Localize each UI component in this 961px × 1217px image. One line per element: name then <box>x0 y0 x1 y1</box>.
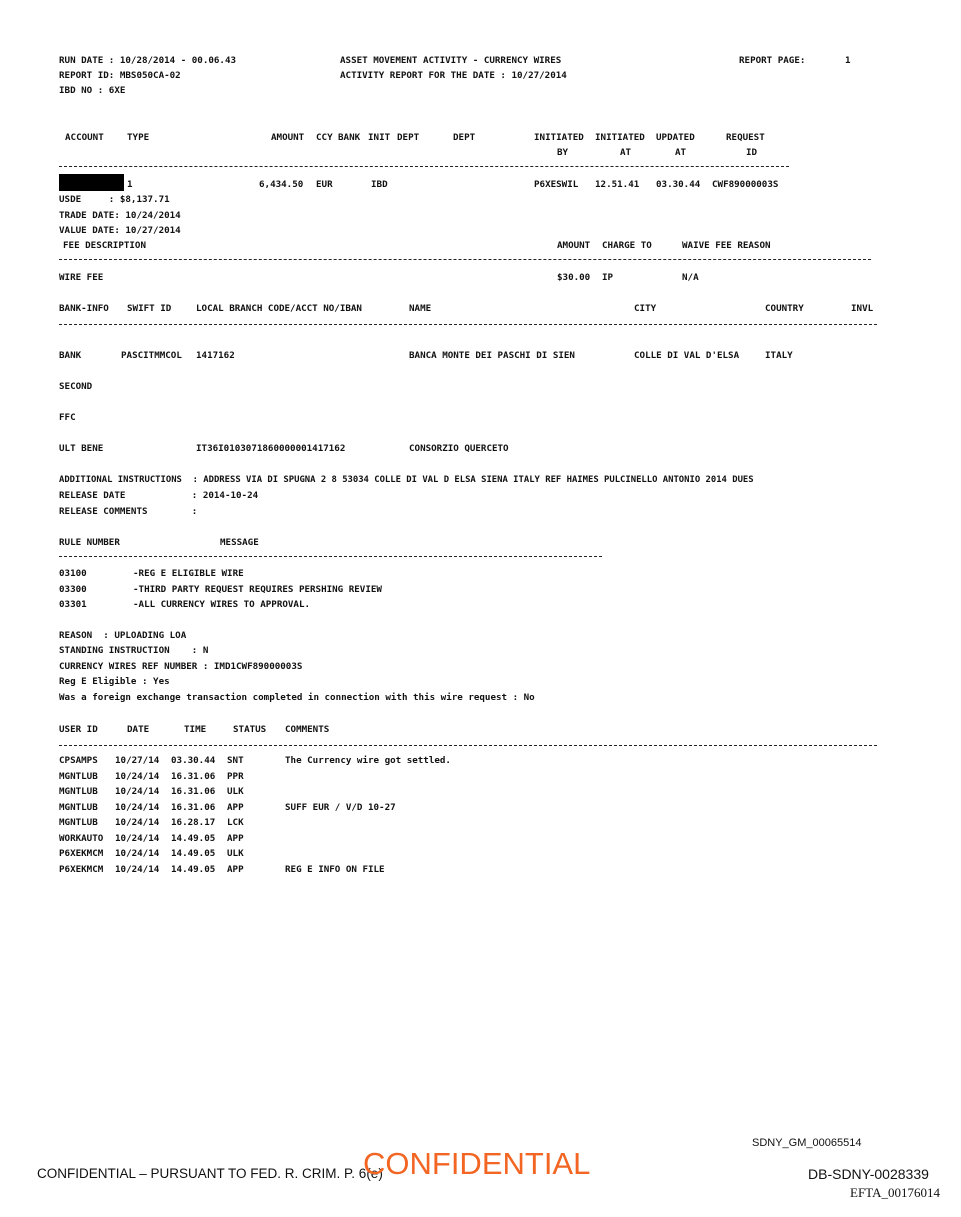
col-ccy: CCY <box>316 132 333 143</box>
col-at-2: AT <box>675 147 687 158</box>
record-init: IBD <box>371 179 388 190</box>
log-status-header: STATUS <box>233 724 267 735</box>
record-initiated-at: 12.51.41 <box>595 179 640 190</box>
bankinfo-header: BANK-INFO <box>59 303 109 314</box>
log-status: ULK <box>227 848 244 859</box>
fee-charge-to: IP <box>602 272 614 283</box>
log-user: WORKAUTO <box>59 832 104 844</box>
log-user-header: USER ID <box>59 724 98 735</box>
additional-instructions: ADDITIONAL INSTRUCTIONS : ADDRESS VIA DI SPUGNA 2 8 53034 COLLE DI VAL D ELSA SIENA ITALY REF HAIMES PULCINELLO ANTONIO 2014 DUES <box>59 475 754 485</box>
log-status: APP <box>227 832 244 844</box>
col-bank: BANK <box>338 132 361 143</box>
log-comment: REG E INFO ON FILE <box>285 863 385 875</box>
log-date: 10/24/14 <box>115 786 160 797</box>
ibd-no: IBD NO : 6XE <box>59 85 126 96</box>
bank-swift: PASCITMMCOL <box>121 350 182 361</box>
fee-amount-header: AMOUNT <box>557 240 591 251</box>
log-time: 16.31.06 <box>171 786 216 797</box>
log-comment: The Currency wire got settled. <box>285 755 451 766</box>
report-page-label: REPORT PAGE: <box>739 55 806 66</box>
efta-number: EFTA_00176014 <box>850 1185 940 1200</box>
bank-local: 1417162 <box>196 350 235 361</box>
reg-e-eligible: Reg E Eligible : Yes <box>59 676 170 687</box>
log-user: MGNTLUB <box>59 786 98 797</box>
confidential-stamp: CONFIDENTIAL <box>363 1146 591 1181</box>
rule-message: -ALL CURRENCY WIRES TO APPROVAL. <box>133 599 311 610</box>
local-branch-header: LOCAL BRANCH CODE/ACCT NO/IBAN <box>196 303 362 314</box>
ffc-label: FFC <box>59 412 76 423</box>
log-time: 14.49.05 <box>171 832 216 844</box>
log-time: 03.30.44 <box>171 755 216 766</box>
log-date: 10/24/14 <box>115 832 160 844</box>
col-id: ID <box>746 147 758 158</box>
col-init: INIT <box>368 132 391 143</box>
col-initiated-at: INITIATED <box>595 132 645 143</box>
name-header: NAME <box>409 303 432 314</box>
record-type: 1 <box>127 179 133 190</box>
swift-header: SWIFT ID <box>127 303 172 314</box>
bank-country: ITALY <box>765 350 793 361</box>
log-comments-header: COMMENTS <box>285 724 330 735</box>
rule-number-header: RULE NUMBER <box>59 537 120 548</box>
fee-waive: N/A <box>682 272 699 283</box>
log-status: APP <box>227 863 244 875</box>
log-time: 16.31.06 <box>171 801 216 813</box>
log-date-header: DATE <box>127 724 150 735</box>
standing-instruction: STANDING INSTRUCTION : N <box>59 645 209 656</box>
col-dept-1: DEPT <box>397 132 420 143</box>
rule-number: 03301 <box>59 599 87 610</box>
log-user: MGNTLUB <box>59 770 98 782</box>
log-divider <box>59 745 877 746</box>
report-id: REPORT ID: MBS050CA-02 <box>59 70 181 81</box>
col-updated-at: UPDATED <box>656 132 695 143</box>
report-page-number: 1 <box>845 55 851 66</box>
bank-label: BANK <box>59 350 82 361</box>
city-header: CITY <box>634 303 657 314</box>
col-initiated-by: INITIATED <box>534 132 584 143</box>
log-time: 16.31.06 <box>171 770 216 782</box>
bates-number-1: SDNY_GM_00065514 <box>752 1137 862 1149</box>
ult-bene-label: ULT BENE <box>59 443 104 454</box>
log-status: APP <box>227 801 244 813</box>
log-status: SNT <box>227 755 244 766</box>
col-by: BY <box>557 147 569 158</box>
record-value-date: VALUE DATE: 10/27/2014 <box>59 225 181 236</box>
fx-question: Was a foreign exchange transaction completed in connection with this wire request : No <box>59 692 535 703</box>
record-amount: 6,434.50 <box>259 179 304 190</box>
log-date: 10/24/14 <box>115 770 160 782</box>
log-date: 10/24/14 <box>115 863 160 875</box>
ref-number: CURRENCY WIRES REF NUMBER : IMD1CWF89000003S <box>59 661 303 672</box>
fee-waive-header: WAIVE FEE REASON <box>682 240 771 251</box>
ult-bene-iban: IT36I0103071860000001417162 <box>196 443 346 454</box>
log-status: ULK <box>227 786 244 797</box>
invl-header: INVL <box>851 303 874 314</box>
fee-divider <box>59 259 871 260</box>
report-subtitle: ACTIVITY REPORT FOR THE DATE : 10/27/2014 <box>340 70 567 81</box>
redacted-account <box>59 174 124 191</box>
log-user: MGNTLUB <box>59 817 98 828</box>
second-label: SECOND <box>59 381 93 392</box>
log-time: 16.28.17 <box>171 817 216 828</box>
rule-message-header: MESSAGE <box>220 537 259 548</box>
rule-message: -THIRD PARTY REQUEST REQUIRES PERSHING REVIEW <box>133 583 382 595</box>
log-date: 10/27/14 <box>115 755 160 766</box>
log-date: 10/24/14 <box>115 817 160 828</box>
confidential-notice: CONFIDENTIAL – PURSUANT TO FED. R. CRIM. P. 6(e) <box>37 1166 383 1181</box>
log-comment: SUFF EUR / V/D 10-27 <box>285 801 396 813</box>
fee-charge-to-header: CHARGE TO <box>602 240 652 251</box>
col-at-1: AT <box>620 147 632 158</box>
log-status: LCK <box>227 817 244 828</box>
log-user: MGNTLUB <box>59 801 98 813</box>
log-date: 10/24/14 <box>115 801 160 813</box>
col-request: REQUEST <box>726 132 765 143</box>
fee-desc: WIRE FEE <box>59 272 104 283</box>
col-type: TYPE <box>127 132 150 143</box>
log-time-header: TIME <box>184 724 207 735</box>
bank-name: BANCA MONTE DEI PASCHI DI SIEN <box>409 350 575 361</box>
log-user: P6XEKMCM <box>59 848 104 859</box>
log-time: 14.49.05 <box>171 848 216 859</box>
log-user: P6XEKMCM <box>59 863 104 875</box>
col-account: ACCOUNT <box>65 132 104 143</box>
col-dept-2: DEPT <box>453 132 476 143</box>
log-user: CPSAMPS <box>59 755 98 766</box>
col-amount: AMOUNT <box>271 132 305 143</box>
reason: REASON : UPLOADING LOA <box>59 630 187 641</box>
bates-number-2: DB-SDNY-0028339 <box>808 1166 929 1182</box>
record-usde: USDE : $8,137.71 <box>59 194 170 205</box>
log-date: 10/24/14 <box>115 848 160 859</box>
header-divider <box>59 166 789 167</box>
record-updated-at: 03.30.44 <box>656 179 701 190</box>
ult-bene-name: CONSORZIO QUERCETO <box>409 443 509 454</box>
fee-amount: $30.00 <box>557 272 591 283</box>
rule-message: -REG E ELIGIBLE WIRE <box>133 568 244 579</box>
release-date: RELEASE DATE : 2014-10-24 <box>59 490 259 501</box>
bank-city: COLLE DI VAL D'ELSA <box>634 350 740 361</box>
rules-divider <box>59 556 602 557</box>
report-title: ASSET MOVEMENT ACTIVITY - CURRENCY WIRES <box>340 55 562 66</box>
fee-description-header: FEE DESCRIPTION <box>63 240 146 251</box>
log-time: 14.49.05 <box>171 863 216 875</box>
rule-number: 03300 <box>59 583 87 595</box>
record-initiated-by: P6XESWIL <box>534 179 579 190</box>
log-status: PPR <box>227 770 244 782</box>
record-ccy: EUR <box>316 179 333 190</box>
country-header: COUNTRY <box>765 303 804 314</box>
run-date: RUN DATE : 10/28/2014 - 00.06.43 <box>59 55 237 66</box>
rule-number: 03100 <box>59 568 87 579</box>
record-trade-date: TRADE DATE: 10/24/2014 <box>59 210 181 221</box>
bankinfo-divider <box>59 324 877 325</box>
record-request-id: CWF89000003S <box>712 179 779 190</box>
release-comments: RELEASE COMMENTS : <box>59 506 198 517</box>
